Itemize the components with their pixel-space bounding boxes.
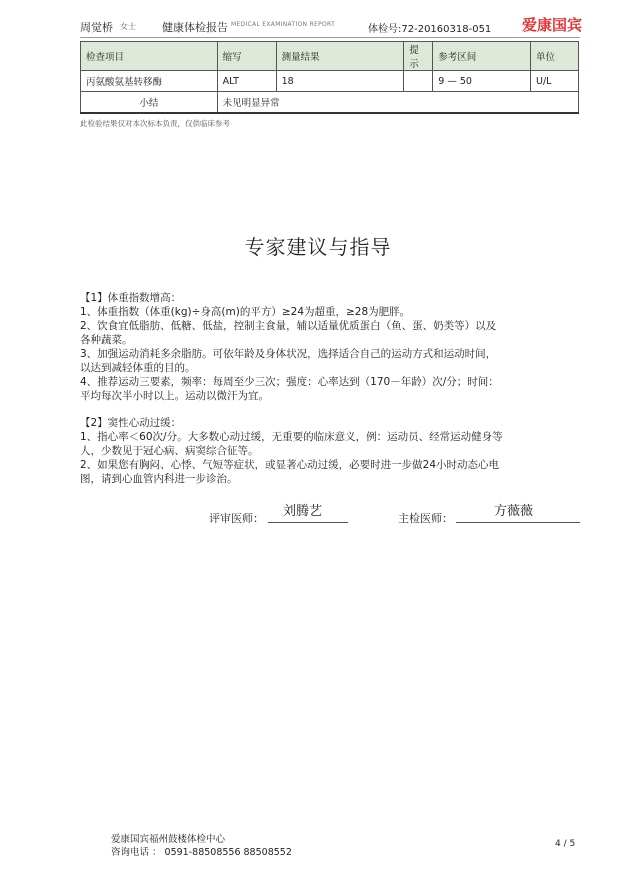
cell-result: 18 <box>276 71 404 92</box>
cell-range: 9 — 50 <box>433 71 531 92</box>
cell-unit: U/L <box>531 71 579 92</box>
page-title: 专家建议与指导 <box>244 235 392 259</box>
patient-gender: 女士 <box>120 22 136 31</box>
chief-signature-line <box>456 522 580 523</box>
page-number: 4 / 5 <box>555 839 576 849</box>
reviewer-label: 评审医师： <box>209 512 264 525</box>
cell-item: 丙氨酸氨基转移酶 <box>81 71 218 92</box>
table-row <box>81 71 579 92</box>
advice-line: 4、推荐运动三要素，频率：每周至少三次；强度：心率达到（170－年龄）次/分；时间： <box>80 376 499 388</box>
advice-line: 以达到减轻体重的目的。 <box>80 362 196 374</box>
brand-logo: 爱康国宾 <box>521 16 582 34</box>
advice-line: 各种蔬菜。 <box>80 334 133 346</box>
footer-phone: 咨询电话 ： 0591-88508556 88508552 <box>111 847 292 858</box>
reviewer-signature: 刘腾艺 <box>283 504 323 519</box>
reviewer-signature-line <box>268 522 348 523</box>
advice-line: 3、加强运动消耗多余脂肪。可依年龄及身体状况，选择适合自己的运动方式和运动时间， <box>80 348 497 360</box>
report-title-en: MEDICAL EXAMINATION REPORT <box>231 21 336 28</box>
advice-heading: 【2】窦性心动过缓： <box>80 417 182 429</box>
cell-hint <box>404 71 433 92</box>
footer <box>111 833 292 859</box>
column-header: 单位 <box>531 42 579 71</box>
column-header: 参考区间 <box>433 42 531 71</box>
column-header: 缩写 <box>217 42 276 71</box>
patient-name: 周觉桥 <box>80 21 113 34</box>
advice-line: 图，请到心血管内科进一步诊治。 <box>80 473 238 485</box>
summary-value: 未见明显异常 <box>217 92 578 114</box>
advice-line: 1、体重指数（体重(kg)÷身高(m)的平方）≥24为超重，≥28为肥胖。 <box>80 306 411 318</box>
advice-line: 平均每次半小时以上。运动以微汗为宜。 <box>80 390 269 402</box>
column-header: 检查项目 <box>81 42 218 71</box>
advice-heading: 【1】体重指数增高： <box>80 292 182 304</box>
header-divider <box>80 37 580 38</box>
advice-section <box>80 291 580 486</box>
cell-abbr: ALT <box>217 71 276 92</box>
advice-line: 2、饮食宜低脂肪、低糖、低盐，控制主食量，辅以适量优质蛋白（鱼、蛋、奶类等）以及 <box>80 320 497 332</box>
advice-line: 2、如果您有胸闷、心悸、气短等症状，或显著心动过缓，必要时进一步做24小时动态心电 <box>80 459 500 471</box>
footer-center: 爱康国宾福州鼓楼体检中心 <box>111 834 226 845</box>
report-number: 体检号:72-20160318-051 <box>368 24 492 35</box>
report-header <box>80 14 580 36</box>
advice-line: 人，少数见于冠心病、病窦综合征等。 <box>80 445 259 457</box>
chief-signature: 方薇薇 <box>494 504 534 519</box>
summary-label: 小结 <box>81 92 218 114</box>
report-title: 健康体检报告 <box>162 21 228 34</box>
summary-row <box>81 92 579 114</box>
chief-label: 主检医师： <box>398 512 453 525</box>
table-header-row <box>81 42 579 71</box>
column-header: 提示 <box>404 42 433 71</box>
column-header: 测量结果 <box>276 42 404 71</box>
results-table <box>80 41 579 114</box>
disclaimer: 此检验结果仅对本次标本负责，仅供临床参考 <box>80 119 230 128</box>
advice-line: 1、指心率＜60次/分。大多数心动过缓，无重要的临床意义，例：运动员、经常运动健身等 <box>80 431 503 443</box>
